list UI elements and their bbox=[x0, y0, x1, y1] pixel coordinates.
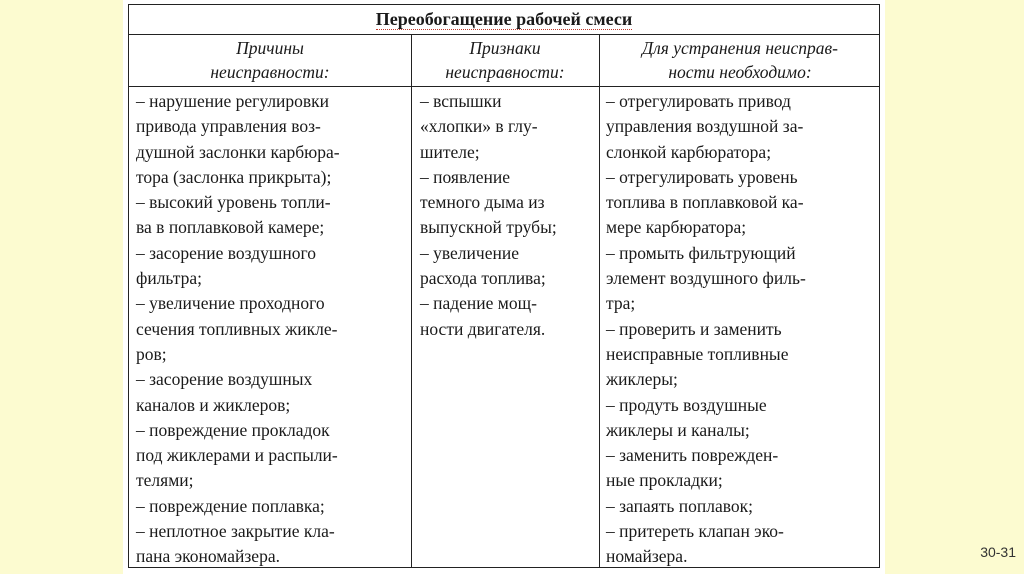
cell-line: – засорение воздушных bbox=[136, 369, 313, 390]
cell-line: привода управления воз- bbox=[136, 116, 321, 137]
column-divider bbox=[411, 34, 412, 567]
cell-line: расхода топлива; bbox=[420, 268, 546, 289]
cell-line: выпускной трубы; bbox=[420, 217, 557, 238]
cell-line: – отрегулировать уровень bbox=[606, 166, 798, 187]
cell-line: неисправные топливные bbox=[606, 343, 789, 364]
cell-line: – падение мощ- bbox=[420, 293, 537, 314]
cell-line: – запаять поплавок; bbox=[606, 495, 753, 516]
cell-line: ности двигателя. bbox=[420, 318, 546, 339]
cell-line: жиклеры; bbox=[606, 369, 678, 390]
cell-line: слонкой карбюратора; bbox=[606, 141, 772, 162]
cell-line: тора (заслонка прикрыта); bbox=[136, 166, 332, 187]
cell-line: сечения топливных жикле- bbox=[136, 318, 338, 339]
cell-line: ные прокладки; bbox=[606, 470, 723, 491]
cell-line: – притереть клапан эко- bbox=[606, 521, 784, 542]
header-line: неисправности: bbox=[445, 62, 565, 82]
cell-line: – отрегулировать привод bbox=[606, 91, 791, 111]
cell-line: шителе; bbox=[420, 141, 480, 162]
cell-line: мере карбюратора; bbox=[606, 217, 747, 238]
table-title bbox=[129, 5, 879, 35]
cell-line: – высокий уровень топли- bbox=[136, 192, 331, 213]
header-signs bbox=[411, 36, 599, 86]
header-causes bbox=[129, 36, 411, 86]
causes-column bbox=[136, 89, 406, 570]
cell-line: под жиклерами и распыли- bbox=[136, 445, 338, 466]
cell-line: каналов и жиклеров; bbox=[136, 394, 291, 415]
cell-line: – заменить поврежден- bbox=[606, 445, 779, 466]
cell-line: телями; bbox=[136, 470, 194, 491]
cell-line: темного дыма из bbox=[420, 192, 545, 213]
header-line: Причины bbox=[236, 38, 304, 58]
cell-line: – промыть фильтрующий bbox=[606, 242, 796, 263]
cell-line: – засорение воздушного bbox=[136, 242, 316, 263]
cell-line: – увеличение bbox=[420, 242, 519, 263]
cell-line: – повреждение прокладок bbox=[136, 419, 330, 440]
header-remedy bbox=[599, 36, 881, 86]
header-line: Признаки bbox=[469, 38, 541, 58]
header-line: неисправности: bbox=[210, 62, 330, 82]
cell-line: – увеличение проходного bbox=[136, 293, 325, 314]
cell-line: – появление bbox=[420, 166, 510, 187]
cell-line: тра; bbox=[606, 293, 636, 314]
signs-column bbox=[420, 89, 595, 342]
cell-line: душной заслонки карбюра- bbox=[136, 141, 340, 162]
cell-line: ва в поплавковой камере; bbox=[136, 217, 325, 238]
header-divider bbox=[129, 86, 879, 87]
cell-line: жиклеры и каналы; bbox=[606, 419, 750, 440]
header-line: Для устранения неисправ- bbox=[642, 38, 838, 58]
cell-line: – проверить и заменить bbox=[606, 318, 782, 339]
cell-line: номайзера. bbox=[606, 546, 688, 567]
cell-line: – вспышки bbox=[420, 91, 502, 111]
cell-line: – нарушение регулировки bbox=[136, 91, 330, 111]
header-line: ности необходимо: bbox=[668, 62, 812, 82]
cell-line: – продуть воздушные bbox=[606, 394, 767, 415]
cell-line: – неплотное закрытие кла- bbox=[136, 521, 335, 542]
cell-line: элемент воздушного филь- bbox=[606, 268, 806, 289]
cell-line: управления воздушной за- bbox=[606, 116, 804, 137]
cell-line: пана экономайзера. bbox=[136, 546, 280, 567]
cell-line: фильтра; bbox=[136, 268, 202, 289]
cell-line: ров; bbox=[136, 343, 167, 364]
table-title-text: Переобогащение рабочей смеси bbox=[375, 9, 633, 29]
cell-line: «хлопки» в глу- bbox=[420, 116, 538, 137]
cell-line: топлива в поплавковой ка- bbox=[606, 192, 804, 213]
column-divider bbox=[599, 34, 600, 567]
cell-line: – повреждение поплавка; bbox=[136, 495, 325, 516]
slide-number: 30-31 bbox=[980, 544, 1016, 560]
remedy-column bbox=[606, 89, 876, 570]
faults-table bbox=[128, 4, 880, 568]
